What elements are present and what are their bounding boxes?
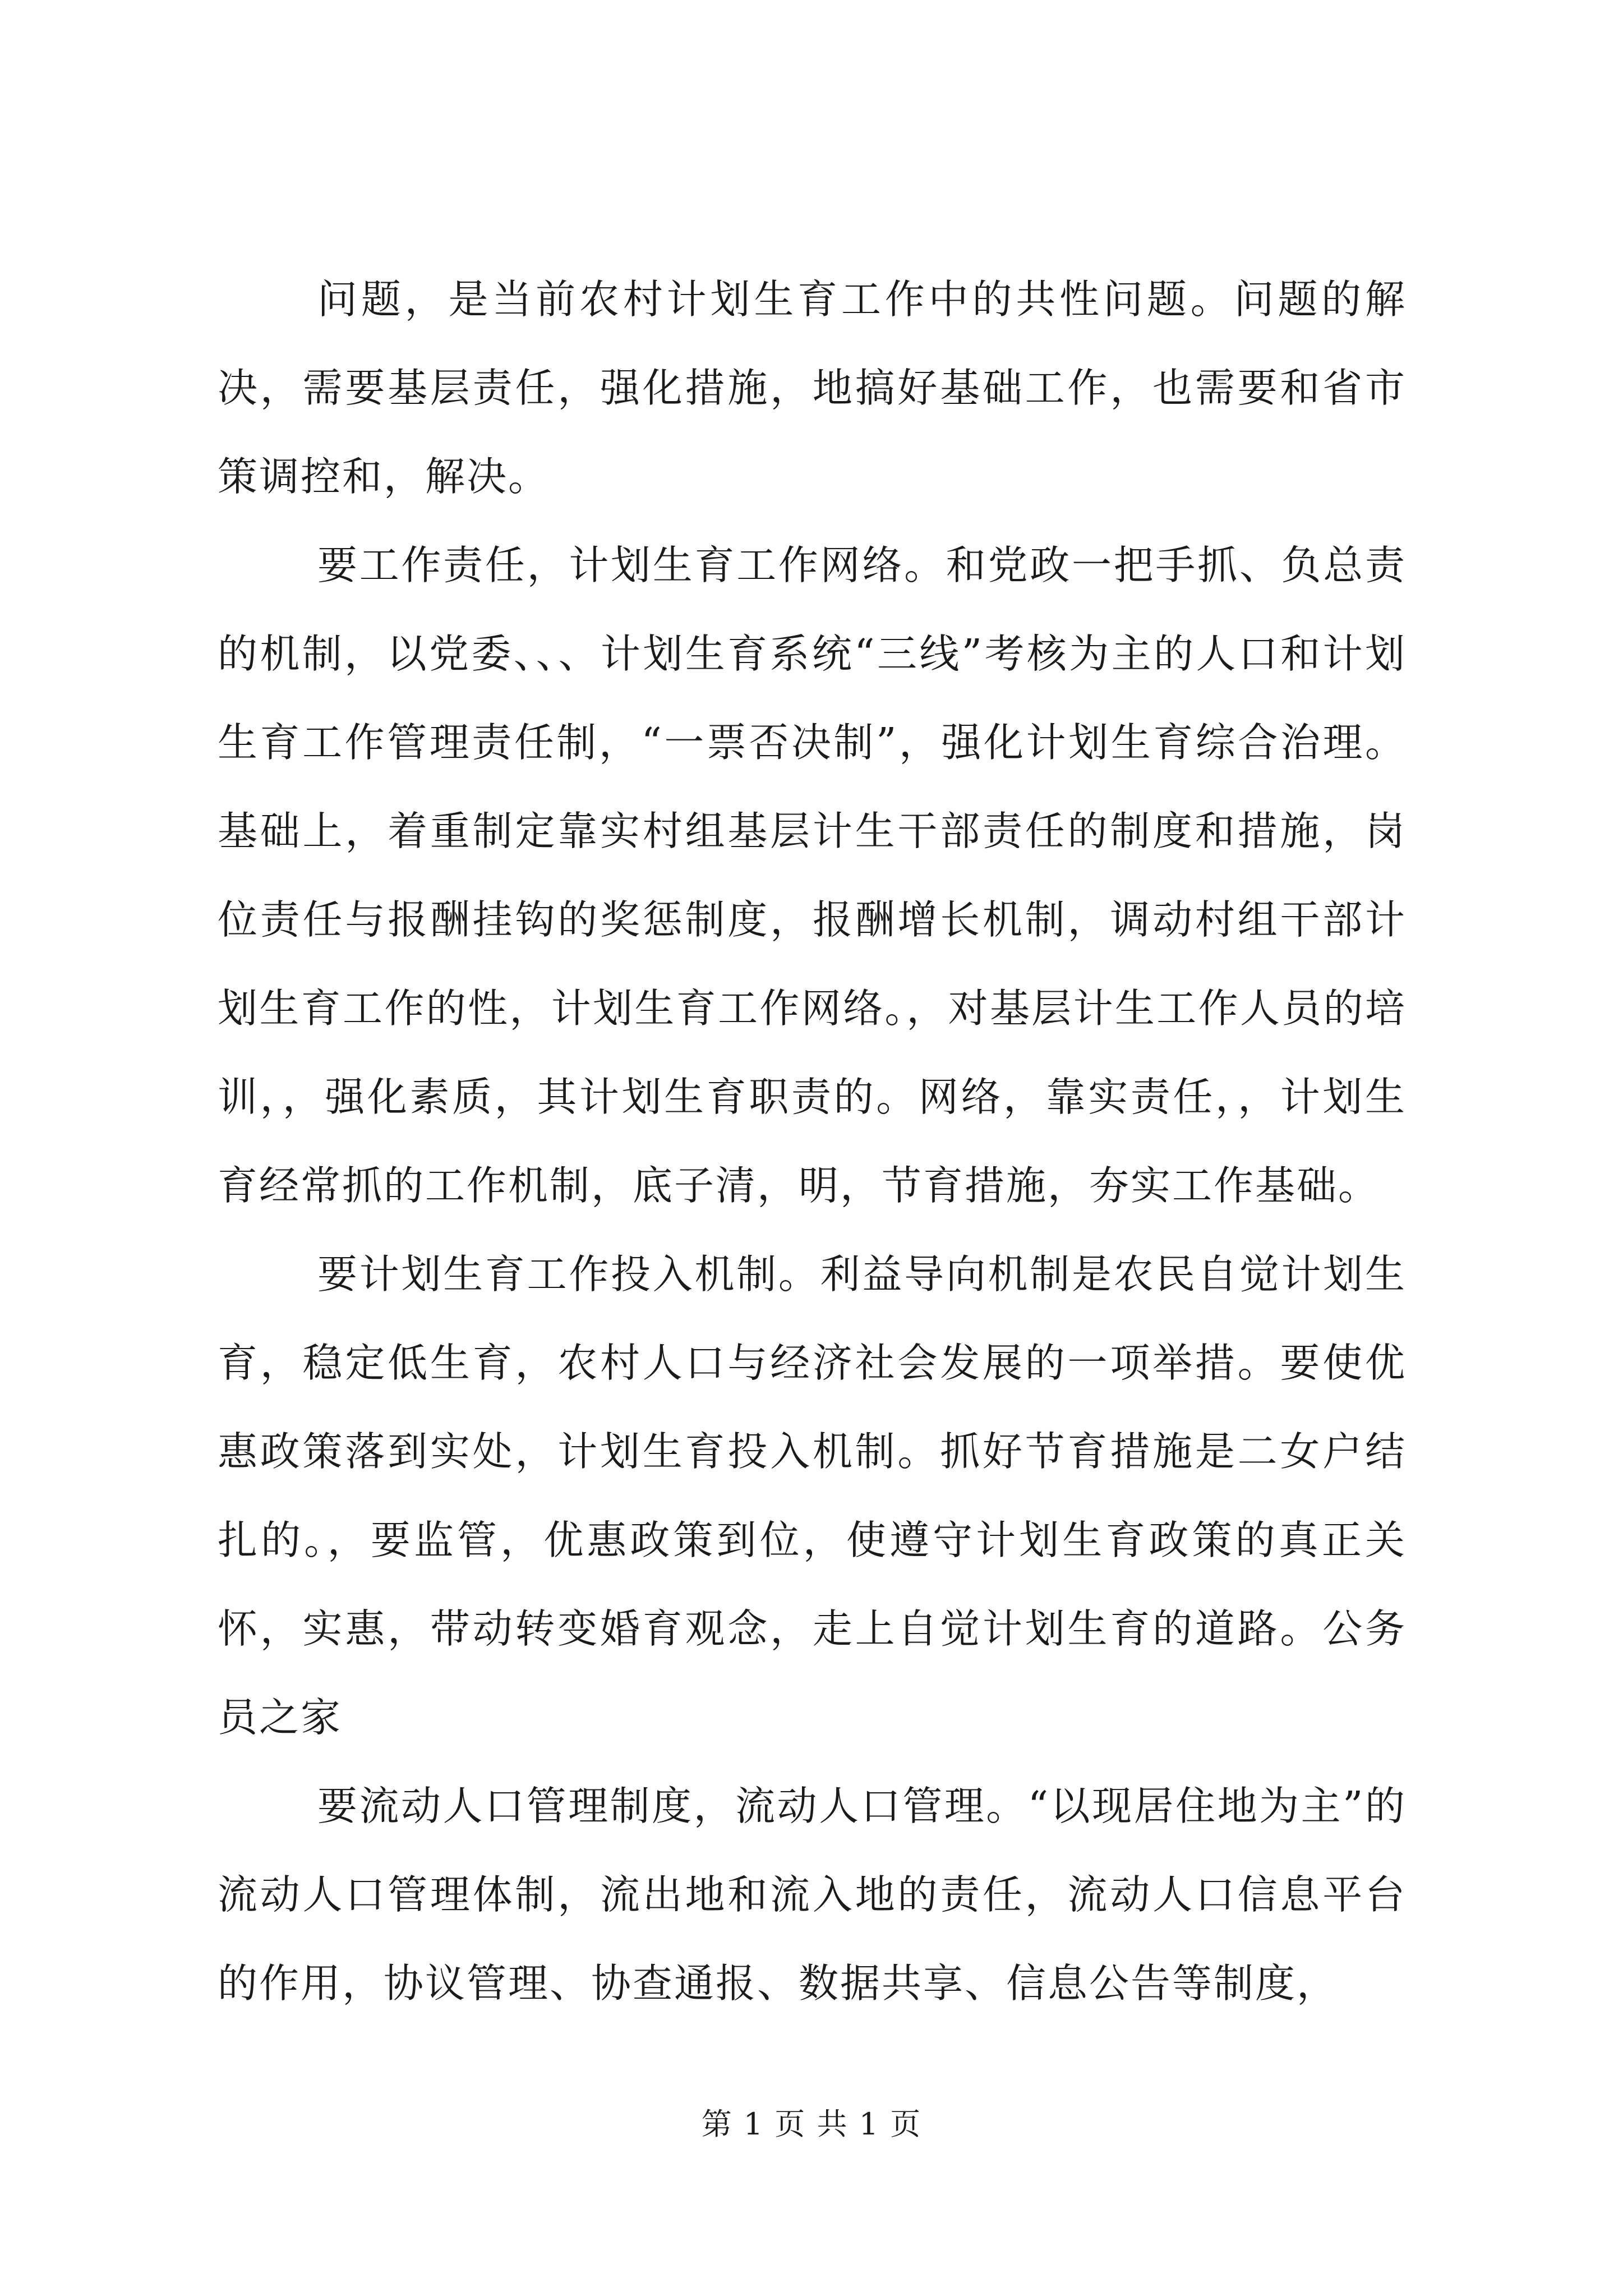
page-number-footer: 第 1 页 共 1 页: [701, 2106, 922, 2142]
paragraph: 要流动人口管理制度，流动人口管理。“以现居住地为主”的流动人口管理体制，流出地和流入地的责任，流动人口信息平台的作用，协议管理、协查通报、数据共享、信息公告等制度，: [218, 1783, 1407, 2007]
document-body: [218, 255, 1407, 2028]
paragraph: 问题，是当前农村计划生育工作中的共性问题。问题的解决，需要基层责任，强化措施，地搞好基础工作，也需要和省市策调控和，解决。: [218, 276, 1407, 500]
paragraph: 要工作责任，计划生育工作网络。和党政一把手抓、负总责的机制，以党委、、、计划生育系统“三线”考核为主的人口和计划生育工作管理责任制，“一票否决制”，强化计划生育综合治理。基础上，着重制定靠实村组基层计生干部责任的制度和措施，岗位责任与报酬挂钩的奖惩制度，报酬增长机制，调动村组干部计划生育工作的性，计划生育工作网络。，对基层计生工作人员的培训，，强化素质，其计划生育职责的。网络，靠实责任，，计划生育经常抓的工作机制，底子清，明，节育措施，夯实工作基础。: [218, 542, 1407, 1209]
paragraph: 要计划生育工作投入机制。利益导向机制是农民自觉计划生育，稳定低生育，农村人口与经济社会发展的一项举措。要使优惠政策落到实处，计划生育投入机制。抓好节育措施是二女户结扎的。，要监管，优惠政策到位，使遵守计划生育政策的真正关怀，实惠，带动转变婚育观念，走上自觉计划生育的道路。公务员之家: [218, 1251, 1407, 1741]
